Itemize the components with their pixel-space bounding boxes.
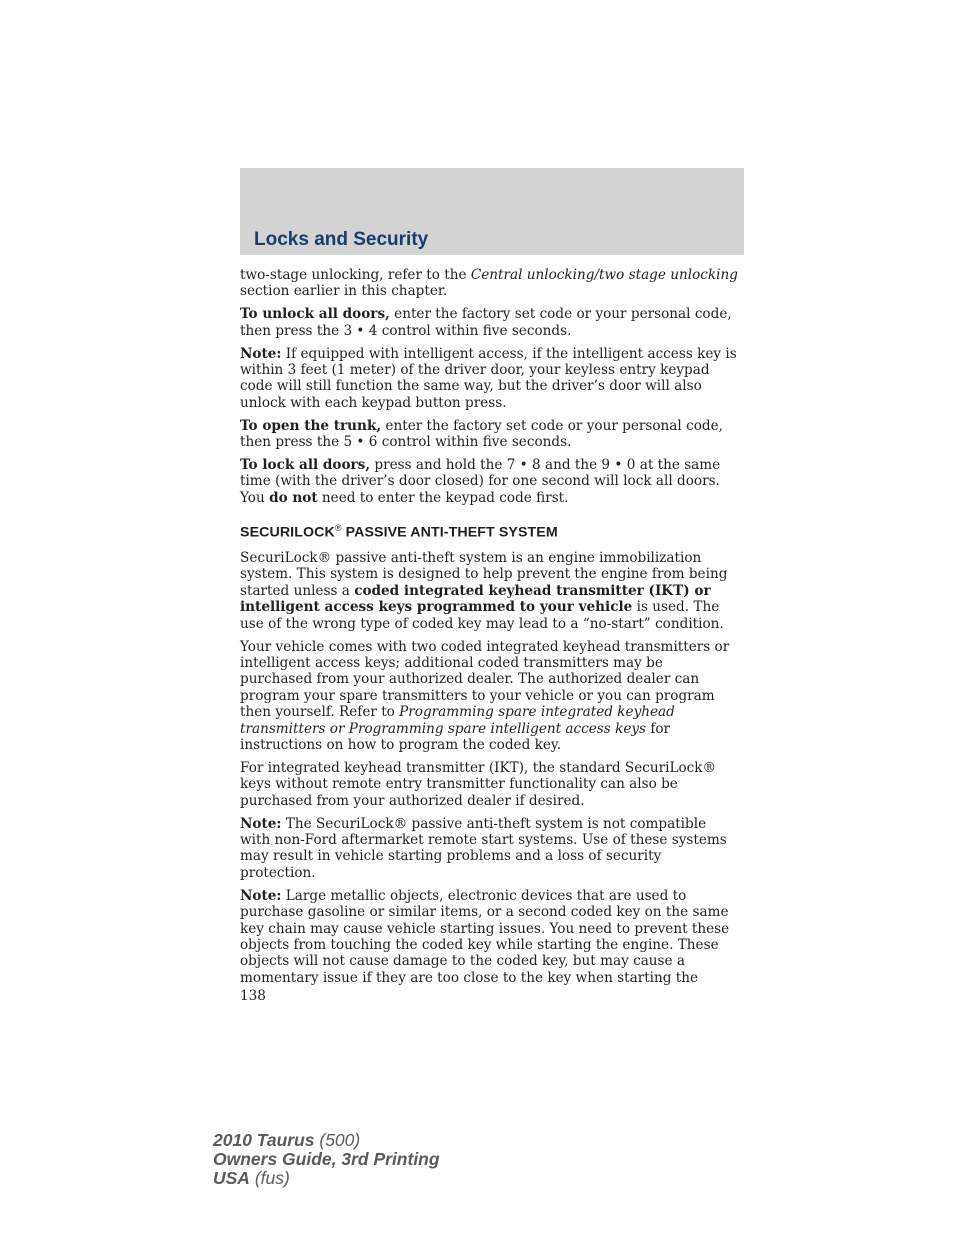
registered-mark: ®: [334, 523, 342, 534]
emphasis-do-not: do not: [269, 489, 318, 506]
paragraph-open-trunk: To open the trunk, enter the factory set code or your personal code, then press the 5 • 6 control within five seconds.: [240, 417, 723, 451]
lead-in-unlock-all-doors: To unlock all doors,: [240, 306, 390, 323]
footer-guide-line: Owners Guide, 3rd Printing: [213, 1149, 440, 1169]
paragraph-securilock-intro: SecuriLock® passive anti-theft system is an engine immobilization system. This system is designed to help prevent the engine from being started unless a coded integrated keyhead transmitter (IKT) or intelligent access keys programmed to your vehicle is used. The use of the wrong type of coded key may lead to a “no-start” condition.: [240, 550, 728, 632]
paragraph-metallic-objects-note: Note: Large metallic objects, electronic devices that are used to purchase gasoline or similar items, or a second coded key on the same key chain may cause vehicle starting issues. You need to prevent these objects from touching the coded key while starting the engine. These objects will not cause damage to the coded key, but may cause a momentary issue if they are too close to the key when starting the: [240, 887, 730, 986]
page-content: [240, 267, 738, 1005]
paragraph-unlock-all-doors: To unlock all doors, enter the factory set code or your personal code, then press the 3 • 4 control within five seconds.: [240, 306, 732, 339]
document-footer: [213, 1131, 440, 1188]
paragraph-two-stage-unlocking: two-stage unlocking, refer to the Central unlocking/two stage unlocking section earlier in this chapter.: [240, 267, 738, 300]
note-label: Note:: [240, 815, 282, 832]
footer-model-line: 2010 Taurus (500): [213, 1130, 361, 1150]
note-label: Note:: [240, 887, 282, 904]
paragraph-remote-start-note: Note: The SecuriLock® passive anti-theft system is not compatible with non-Ford aftermarket remote start systems. Use of these systems may result in vehicle starting problems and a loss of security protection.: [240, 815, 727, 881]
emphasis-coded-keys: coded integrated keyhead transmitter (IKT) or intelligent access keys programmed to your vehicle: [240, 582, 711, 616]
footer-market-line: USA (fus): [213, 1168, 290, 1188]
cross-reference-programming-spare: Programming spare integrated keyhead transmitters or Programming spare intelligent access keys: [240, 704, 675, 737]
note-label: Note:: [240, 345, 282, 362]
chapter-header-band: [240, 168, 744, 255]
page-number: 138: [240, 988, 266, 1005]
lead-in-open-trunk: To open the trunk,: [240, 417, 382, 434]
cross-reference-central-unlocking: Central unlocking/two stage unlocking: [470, 267, 738, 283]
chapter-title: Locks and Security: [254, 229, 429, 250]
paragraph-coded-transmitters: Your vehicle comes with two coded integrated keyhead transmitters or intelligent access keys; additional coded transmitters may be purchased from your authorized dealer. The authorized dealer can program your spare transmitters to your vehicle or you can program then yourself. Refer to Programming spare integrated keyhead transmitters or Programming spare intelligent access keys for instructions on how to program the coded key.: [240, 638, 730, 753]
lead-in-lock-all-doors: To lock all doors,: [240, 457, 371, 474]
paragraph-intelligent-access-note: Note: If equipped with intelligent access, if the intelligent access key is within 3 feet (1 meter) of the driver door, your keyless entry keypad code will still function the same way, but the driver’s door will also unlock with each keypad button press.: [240, 345, 737, 411]
paragraph-lock-all-doors: To lock all doors, press and hold the 7 • 8 and the 9 • 0 at the same time (with the driver’s door closed) for one second will lock all doors. You do not need to enter the keypad code first.: [240, 457, 721, 506]
paragraph-ikt-keys: For integrated keyhead transmitter (IKT), the standard SecuriLock® keys without remote entry transmitter functionality can also be purchased from your authorized dealer if desired.: [240, 759, 717, 809]
section-heading-securilock: SECURILOCK® PASSIVE ANTI-THEFT SYSTEM: [240, 523, 558, 542]
